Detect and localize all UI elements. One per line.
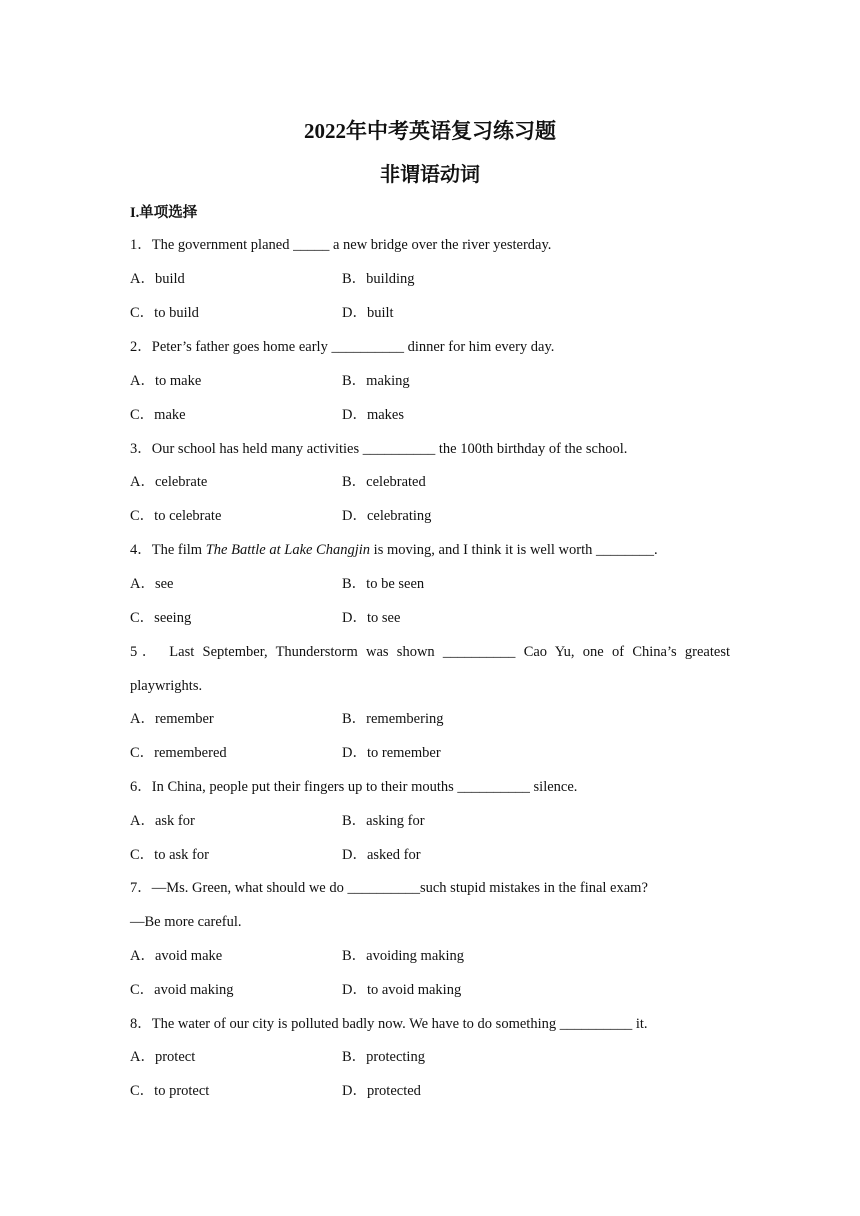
page-title: 2022年中考英语复习练习题 (304, 119, 556, 143)
question-1-option-a: A．build (130, 271, 185, 287)
question-5-stem-continued: playwrights. (130, 678, 203, 694)
question-3-option-d: D．celebrating (342, 508, 432, 524)
question-5-option-b: B．remembering (342, 711, 444, 727)
question-4-stem-post: is moving, and I think it is well worth ________. (370, 542, 658, 558)
question-1-option-c: C．to build (130, 305, 199, 321)
question-5-option-c: C．remembered (130, 745, 227, 761)
question-7-option-d: D．to avoid making (342, 982, 462, 998)
question-4-film-title: The Battle at Lake Changjin (205, 542, 371, 558)
question-6-stem: 6．In China, people put their fingers up to their mouths __________ silence. (130, 779, 578, 795)
question-4-option-a: A．see (130, 576, 174, 592)
question-7-option-a: A．avoid make (130, 948, 223, 964)
question-1-stem: 1．The government planed _____ a new bridge over the river yesterday. (130, 237, 552, 253)
question-4-stem-pre: 4．The film (130, 542, 206, 558)
question-2-option-c: C．make (130, 407, 186, 423)
question-4-option-b: B．to be seen (342, 576, 425, 592)
question-8-option-d: D．protected (342, 1083, 421, 1099)
question-3-option-c: C．to celebrate (130, 508, 222, 524)
question-5-option-a: A．remember (130, 711, 214, 727)
question-1-option-b: B．building (342, 271, 415, 287)
question-2-option-a: A．to make (130, 373, 202, 389)
question-2-option-d: D．makes (342, 407, 405, 423)
question-6-option-a: A．ask for (130, 813, 195, 829)
question-6-option-c: C．to ask for (130, 847, 209, 863)
question-3-stem: 3．Our school has held many activities __________ the 100th birthday of the school. (130, 441, 628, 457)
question-5-stem: 5． Last September, Thunderstorm was shown __________ Cao Yu, one of China’s greatest (130, 644, 730, 660)
question-3-option-a: A．celebrate (130, 474, 208, 490)
question-8-option-a: A．protect (130, 1049, 196, 1065)
question-4-option-d: D．to see (342, 610, 401, 626)
question-4-stem (130, 540, 658, 560)
question-7-stem: 7．—Ms. Green, what should we do __________such stupid mistakes in the final exam? (130, 880, 648, 896)
question-8-option-c: C．to protect (130, 1083, 210, 1099)
question-5-option-d: D．to remember (342, 745, 441, 761)
question-6-option-d: D．asked for (342, 847, 421, 863)
question-8-option-b: B．protecting (342, 1049, 425, 1065)
question-4-option-c: C．seeing (130, 610, 192, 626)
question-7-option-b: B．avoiding making (342, 948, 465, 964)
question-2-stem: 2．Peter’s father goes home early __________ dinner for him every day. (130, 339, 555, 355)
question-3-option-b: B．celebrated (342, 474, 426, 490)
question-2-option-b: B．making (342, 373, 410, 389)
question-7-option-c: C．avoid making (130, 982, 234, 998)
section-heading: I.单项选择 (130, 205, 198, 221)
question-8-stem: 8．The water of our city is polluted badly now. We have to do something __________ it. (130, 1016, 648, 1032)
question-7-stem-continued: —Be more careful. (130, 914, 242, 930)
question-6-option-b: B．asking for (342, 813, 425, 829)
page-subtitle: 非谓语动词 (380, 164, 480, 186)
question-1-option-d: D．built (342, 305, 394, 321)
